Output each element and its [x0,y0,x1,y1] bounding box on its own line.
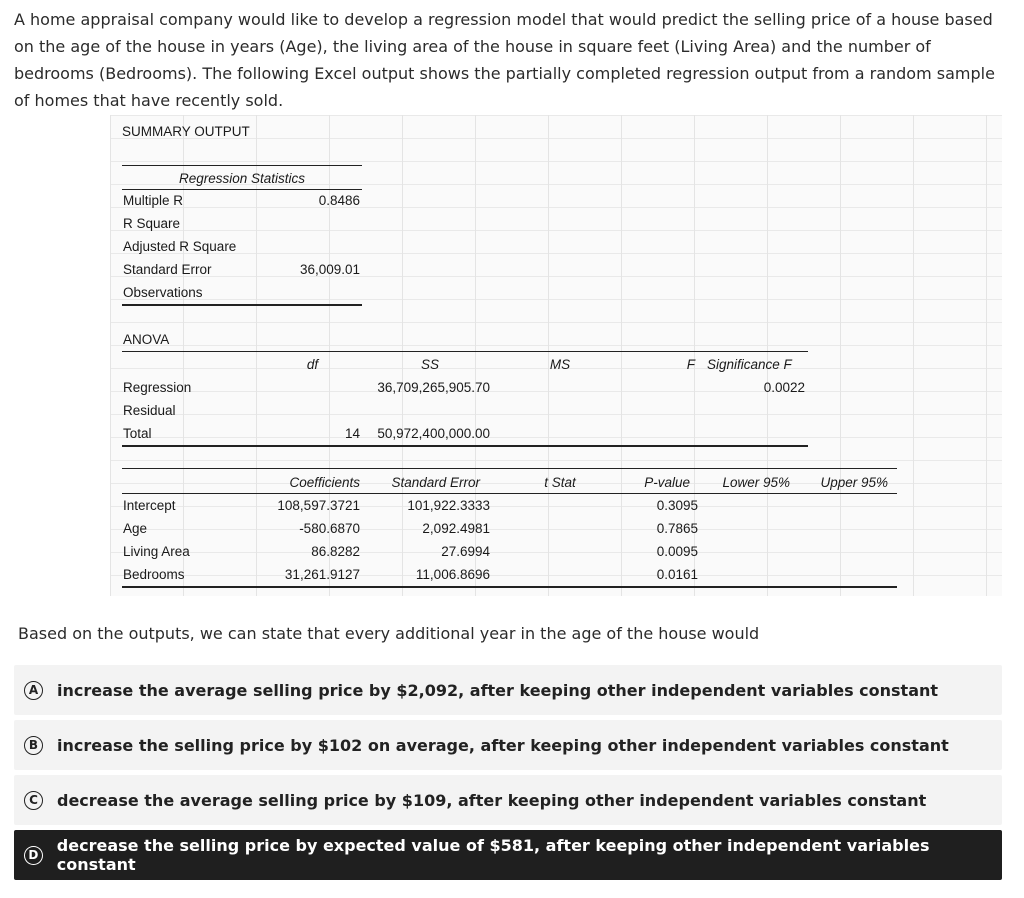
anova-ss: 36,709,265,905.70 [377,380,490,395]
anova-header-df: df [306,357,319,372]
stat-label-r-square: R Square [123,216,181,231]
anova-significance-f: 0.0022 [763,380,805,395]
coef-header-lower-95: Lower 95% [722,475,790,490]
anova-header-ss: SS [420,357,439,372]
divider [122,493,897,494]
question-prompt: Based on the outputs, we can state that every additional year in the age of the house would [18,624,760,643]
divider [122,586,897,588]
coef-value: 31,261.9127 [284,567,360,582]
coef-standard-error: 27.6994 [441,544,490,559]
coef-header-standard-error: Standard Error [391,475,480,490]
coef-row-label: Intercept [123,498,176,513]
anova-title: ANOVA [123,332,170,347]
divider [122,351,808,352]
option-b[interactable] [14,720,1002,770]
stat-label-standard-error: Standard Error [123,262,212,277]
coef-header-t-stat: t Stat [544,475,576,490]
coef-standard-error: 2,092.4981 [422,521,490,536]
anova-row-label: Residual [123,403,176,418]
option-a[interactable] [14,665,1002,715]
anova-header-significance-f: Significance F [707,357,792,372]
coef-p-value: 0.0161 [656,567,698,582]
option-d-text: decrease the selling price by expected value of $581, after keeping other independent variables constant [56,836,930,874]
divider [122,189,362,190]
coef-header-upper-95: Upper 95% [820,475,888,490]
option-b-letter-icon: B [24,736,43,755]
coef-standard-error: 101,922.3333 [407,498,490,513]
stat-label-multiple-r: Multiple R [123,193,184,208]
stat-label-observations: Observations [123,285,203,300]
summary-output-title: SUMMARY OUTPUT [122,124,250,139]
stat-value-standard-error: 36,009.01 [299,262,360,277]
divider [122,468,897,469]
option-c-text: decrease the average selling price by $109, after keeping other independent variables constant [57,790,927,810]
coef-header-coefficients: Coefficients [289,475,360,490]
coef-p-value: 0.0095 [656,544,698,559]
stat-label-adjusted-r-square: Adjusted R Square [123,239,237,254]
divider [122,304,362,306]
coef-value: 108,597.3721 [277,498,360,513]
divider [122,445,808,447]
option-a-text: increase the average selling price by $2,092, after keeping other independent variables constant [57,680,939,700]
anova-header-f: F [686,357,695,372]
option-c-letter-icon: C [24,791,43,810]
coef-row-label: Living Area [123,544,190,559]
option-d-letter-icon: D [24,846,43,865]
stat-value-multiple-r: 0.8486 [318,193,360,208]
excel-regression-output [110,115,1002,596]
anova-row-label: Total [123,426,152,441]
coef-p-value: 0.3095 [656,498,698,513]
coef-header-p-value: P-value [644,475,690,490]
coef-standard-error: 11,006.8696 [415,567,490,582]
anova-ss: 50,972,400,000.00 [377,426,490,441]
coef-row-label: Age [123,521,148,536]
option-d[interactable] [14,830,1002,880]
coef-value: 86.8282 [311,544,360,559]
anova-header-ms: MS [549,357,571,372]
coef-p-value: 0.7865 [656,521,698,536]
anova-row-label: Regression [123,380,192,395]
anova-df: 14 [344,426,360,441]
option-c[interactable] [14,775,1002,825]
regression-statistics-header: Regression Statistics [178,171,306,186]
coef-value: -580.6870 [299,521,360,536]
divider [122,165,362,166]
option-b-text: increase the selling price by $102 on average, after keeping other independent variables constant [57,735,949,755]
question-intro: A home appraisal company would like to develop a regression model that would predict the selling price of a house based on the age of the house in years (Age), the living area of the house in square feet (Living Area) and the number of bedrooms (Bedrooms). The following Excel output shows the partially completed regression output from a random sample of homes that have recently sold. [14,10,995,110]
option-a-letter-icon: A [24,681,43,700]
coef-row-label: Bedrooms [123,567,185,582]
